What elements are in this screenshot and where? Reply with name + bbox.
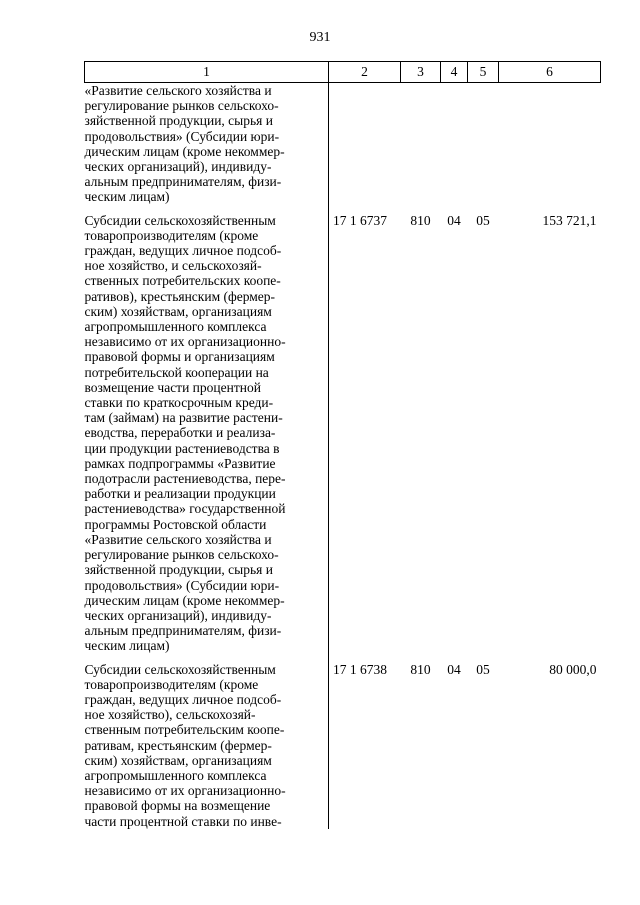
- table-row: [85, 662, 601, 829]
- description-line: ческих организаций), индивиду-: [84, 607, 272, 623]
- target-article-code: [329, 83, 401, 205]
- description-line: части процентной ставки по инве-: [84, 813, 282, 829]
- description-line: ственных потребительских коопе-: [84, 273, 281, 289]
- description-line: потребительской кооперации на: [84, 364, 269, 380]
- description-line: товаропроизводителям (кроме: [84, 227, 259, 243]
- column-header: 5: [468, 62, 499, 83]
- table-body: [85, 83, 601, 829]
- subsection-code: [468, 83, 499, 205]
- description-cell: [85, 83, 329, 205]
- description-line: независимо от их организационно-: [84, 334, 286, 350]
- description-line: зяйственной продукции, сырья и: [84, 562, 273, 578]
- description-line: ческим лицам): [84, 638, 170, 654]
- description-line: ставки по краткосрочным креди-: [84, 395, 274, 411]
- column-header: 2: [329, 62, 401, 83]
- description-line: ции продукции растениеводства в: [84, 440, 280, 456]
- description-line: альным предпринимателям, физи-: [84, 623, 282, 639]
- description-line: регулирование рынков сельскохо-: [84, 98, 279, 114]
- table-row: [85, 83, 601, 205]
- amount-cell: [499, 83, 601, 205]
- description-line: правовой формы на возмещение: [84, 798, 271, 814]
- column-header: 1: [85, 62, 329, 83]
- description-line: рамках подпрограммы «Развитие: [84, 455, 276, 471]
- description-line: граждан, ведущих личное подсоб-: [84, 691, 282, 707]
- description-line: ственным потребительским коопе-: [84, 722, 285, 738]
- description-line: зяйственной продукции, сырья и: [84, 113, 273, 129]
- section-code: 04: [447, 661, 461, 677]
- target-article-code: 17 1 6738: [333, 661, 387, 677]
- table-row: [85, 213, 601, 654]
- description-line: программы Ростовской области: [84, 516, 267, 532]
- description-line: граждан, ведущих личное подсоб-: [84, 243, 282, 259]
- description-line: продовольствия» (Субсидии юри-: [84, 577, 280, 593]
- budget-table: [84, 61, 601, 829]
- description-line: независимо от их организационно-: [84, 783, 286, 799]
- description-cell: [85, 662, 329, 829]
- row-spacer: [85, 654, 601, 662]
- description-line: ческих организаций), индивиду-: [84, 159, 272, 175]
- description-line: ное хозяйство, и сельскохозяй-: [84, 258, 262, 274]
- column-header: 4: [441, 62, 468, 83]
- description-line: «Развитие сельского хозяйства и: [84, 531, 272, 547]
- expense-type-code: 810: [410, 661, 431, 677]
- description-line: правовой формы и организациям: [84, 349, 275, 365]
- description-line: дическим лицам (кроме некоммер-: [84, 143, 285, 159]
- description-line: продовольствия» (Субсидии юри-: [84, 128, 280, 144]
- section-code: [441, 83, 468, 205]
- description-line: ским) хозяйствам, организациям: [84, 303, 272, 319]
- column-header: 6: [499, 62, 601, 83]
- description-line: альным предпринимателям, физи-: [84, 174, 282, 190]
- description-line: дическим лицам (кроме некоммер-: [84, 592, 285, 608]
- description-line: товаропроизводителям (кроме: [84, 676, 259, 692]
- description-line: возмещение части процентной: [84, 379, 261, 395]
- description-line: ное хозяйство), сельскохозяй-: [84, 707, 256, 723]
- table-header-row: [85, 62, 601, 83]
- description-line: агропромышленного комплекса: [84, 319, 267, 335]
- subsection-code: 05: [476, 212, 490, 228]
- expense-type-code: [401, 83, 441, 205]
- subsection-code: 05: [476, 661, 490, 677]
- description-line: ческим лицам): [84, 189, 170, 205]
- description-line: «Развитие сельского хозяйства и: [84, 83, 272, 98]
- target-article-code: 17 1 6737: [333, 212, 387, 228]
- description-line: Субсидии сельскохозяйственным: [84, 212, 276, 228]
- description-line: ским) хозяйствам, организациям: [84, 752, 272, 768]
- description-line: подотрасли растениеводства, пере-: [84, 471, 286, 487]
- column-header: 3: [401, 62, 441, 83]
- description-line: работки и реализации продукции: [84, 486, 276, 502]
- page-number: 931: [309, 30, 331, 45]
- description-line: регулирование рынков сельскохо-: [84, 547, 279, 563]
- section-code: 04: [447, 212, 461, 228]
- amount-cell: 80 000,0: [549, 661, 597, 677]
- expense-type-code: 810: [410, 212, 431, 228]
- description-line: агропромышленного комплекса: [84, 767, 267, 783]
- description-line: растениеводства» государственной: [84, 501, 286, 517]
- description-line: ративов), крестьянским (фермер-: [84, 288, 276, 304]
- amount-cell: 153 721,1: [542, 212, 597, 228]
- description-line: ративам, крестьянским (фермер-: [84, 737, 272, 753]
- description-line: Субсидии сельскохозяйственным: [84, 661, 276, 677]
- row-spacer: [85, 205, 601, 213]
- description-cell: [85, 213, 329, 654]
- description-line: еводства, переработки и реализа-: [84, 425, 276, 441]
- description-line: там (займам) на развитие растени-: [84, 410, 283, 426]
